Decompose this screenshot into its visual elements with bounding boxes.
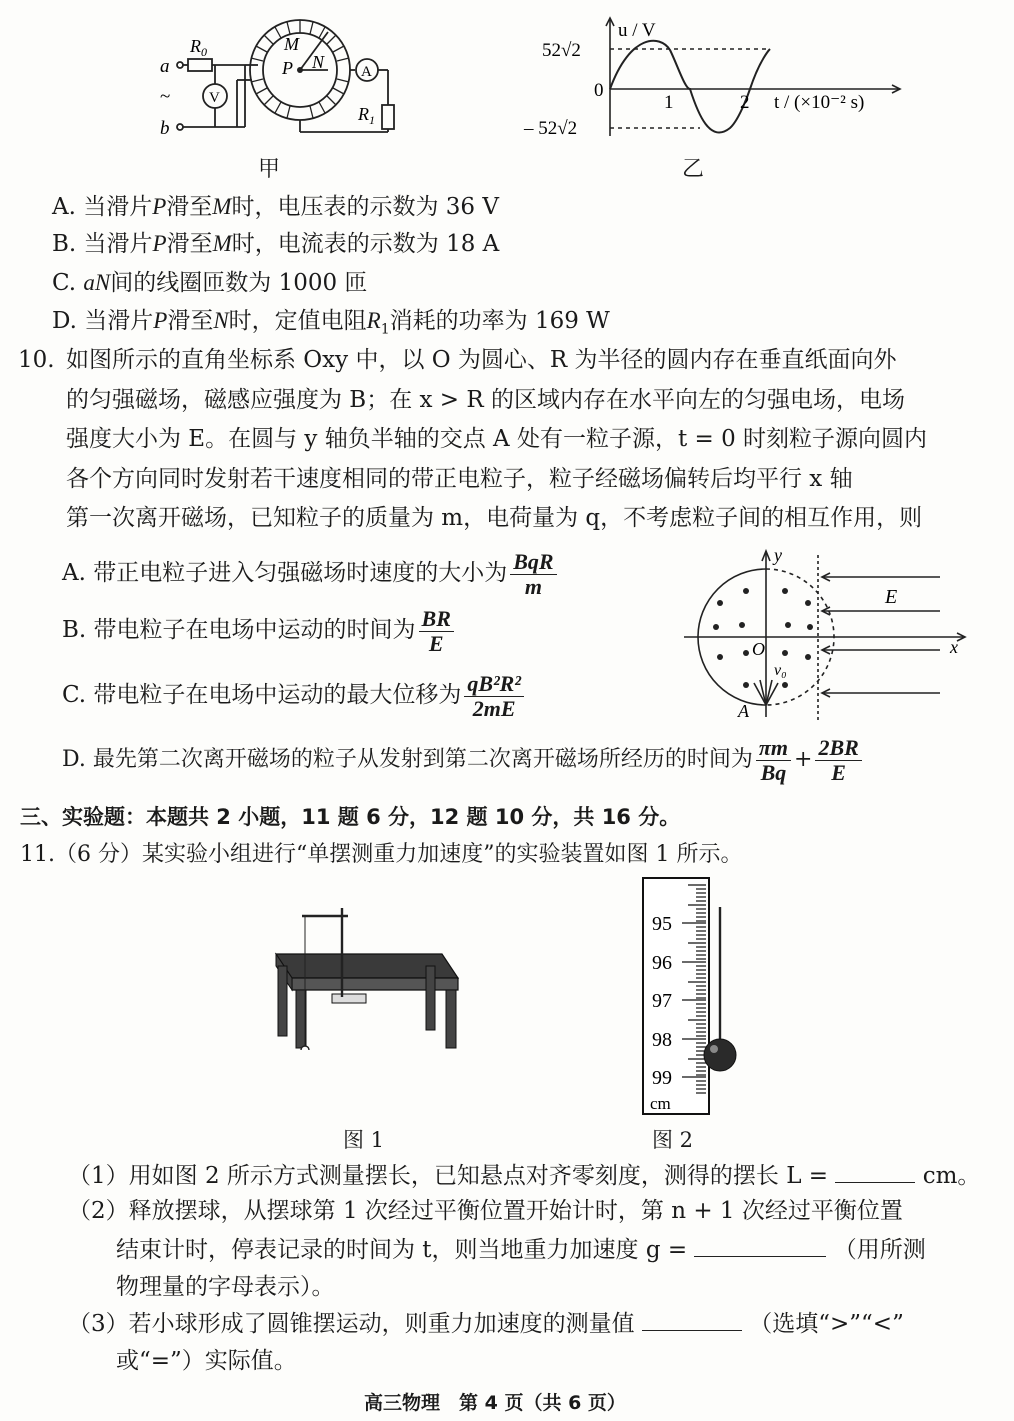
ruler-mark-97: 97 [652, 990, 672, 1012]
figure-1-apparatus [262, 900, 472, 1050]
label-n: N [312, 52, 325, 72]
q10-line-1: 如图所示的直角坐标系 Oxy 中，以 O 为圆心、R 为半径的圆内存在垂直纸面向外 [66, 347, 897, 373]
q9-option-b[interactable]: B. 当滑片P滑至M时，电流表的示数为 18 A [52, 231, 500, 257]
figure-2-caption: 图 2 [652, 1128, 694, 1152]
yi-t2: 2 [740, 92, 750, 113]
q11-answer-3-blank[interactable] [642, 1308, 742, 1331]
q11-part-2-line-2: 结束计时，停表记录的时间为 t，则当地重力加速度 g = （用所测 [116, 1234, 926, 1265]
q10-field-diagram [680, 545, 980, 725]
page-footer: 高三物理 第 4 页（共 6 页） [364, 1392, 626, 1414]
label-p: P [282, 58, 293, 78]
q10-option-d[interactable]: D. 最先第二次离开磁场的粒子从发射到第二次离开磁场所经历的时间为 $\frac{\pi m}{Bq}$ + $\frac{2BR}{E}$ [62, 735, 865, 785]
q11-part-3-line-2: 或“=”）实际值。 [116, 1348, 297, 1374]
label-r1: $R_1$ [358, 104, 375, 127]
yi-axis-t: t / (×10⁻² s) [774, 92, 865, 113]
label-ammeter: A [361, 64, 372, 80]
q10-option-a[interactable]: A. 带正电粒子进入匀强磁场时速度的大小为 $\frac{\text{BqR}}{m}$ [62, 548, 560, 599]
figure-jia-caption: 甲 [258, 157, 281, 182]
q10-fig-x: x [950, 637, 958, 657]
figure-yi-caption: 乙 [682, 157, 705, 182]
figure-2-ruler [640, 875, 750, 1120]
yi-ymax: 52√2 [542, 40, 581, 61]
q9-option-c[interactable]: C. aN间的线圈匝数为 1000 匝 [52, 270, 368, 296]
label-m: M [284, 34, 299, 54]
q10-fig-a: A [738, 701, 749, 721]
q11-part-3-line-1: （3）若小球形成了圆锥摆运动，则重力加速度的测量值 （选填“>”“<” [68, 1308, 904, 1339]
label-voltmeter: V [209, 90, 220, 106]
q10-line-4: 各个方向同时发射若干速度相同的带正电粒子，粒子经磁场偏转后均平行 x 轴 [66, 466, 853, 492]
q10-option-b[interactable]: B. 带电粒子在电场中运动的时间为 $\frac{BR}{E}$ [62, 605, 457, 656]
q11-answer-1-blank[interactable] [835, 1160, 915, 1183]
yi-ymin: – 52√2 [524, 118, 578, 139]
label-r0: $R_0$ [190, 36, 207, 59]
section-3-heading: 三、实验题：本题共 2 小题，11 题 6 分，12 题 10 分，共 16 分。 [20, 805, 681, 829]
q10-option-c[interactable]: C. 带电粒子在电场中运动的最大位移为 $\frac{\text{qB²R²}}{2mE}$ [62, 670, 527, 721]
q10-line-5: 第一次离开磁场，已知粒子的质量为 m，电荷量为 q，不考虑粒子间的相互作用，则 [66, 505, 923, 531]
ruler-mark-98: 98 [652, 1029, 672, 1051]
q10-line-3: 强度大小为 E。在圆与 y 轴负半轴的交点 A 处有一粒子源，t = 0 时刻粒子源向圆内 [66, 426, 928, 452]
figure-jia-circuit [150, 10, 400, 150]
label-tilde: ~ [160, 86, 171, 107]
q10-number: 10. [18, 347, 55, 373]
q11-intro: 11.（6 分）某实验小组进行“单摆测重力加速度”的实验装置如图 1 所示。 [20, 842, 743, 867]
q10-fig-v0: v₀ [774, 662, 787, 679]
q10-line-2: 的匀强磁场，磁感应强度为 B；在 x > R 的区域内存在水平向左的匀强电场，电场 [66, 387, 906, 413]
q9-option-d[interactable]: D. 当滑片P滑至N时，定值电阻$R_1$消耗的功率为 169 W [52, 308, 610, 338]
q11-part-2-line-3: 物理量的字母表示）。 [116, 1274, 335, 1300]
q11-part-2-line-1: （2）释放摆球，从摆球第 1 次经过平衡位置开始计时，第 n + 1 次经过平衡位置 [68, 1198, 903, 1224]
q10-fig-e: E [885, 586, 898, 608]
q9-option-a[interactable]: A. 当滑片P滑至M时，电压表的示数为 36 V [52, 194, 499, 220]
yi-zero: 0 [594, 80, 604, 101]
ruler-mark-96: 96 [652, 952, 672, 974]
ruler-unit: cm [650, 1094, 671, 1113]
yi-axis-u: u / V [618, 20, 656, 41]
q10-fig-y: y [774, 545, 782, 565]
label-a: a [160, 56, 170, 77]
q11-part-1: （1）用如图 2 所示方式测量摆长，已知悬点对齐零刻度，测得的摆长 L = cm。 [68, 1160, 980, 1191]
q10-fig-o: O [752, 639, 765, 659]
q11-answer-2-blank[interactable] [694, 1234, 826, 1257]
ruler-mark-99: 99 [652, 1067, 672, 1089]
figure-1-caption: 图 1 [343, 1128, 385, 1152]
ruler-mark-95: 95 [652, 913, 672, 935]
figure-yi-waveform [520, 14, 910, 144]
label-b: b [160, 118, 170, 139]
yi-t1: 1 [664, 92, 674, 113]
